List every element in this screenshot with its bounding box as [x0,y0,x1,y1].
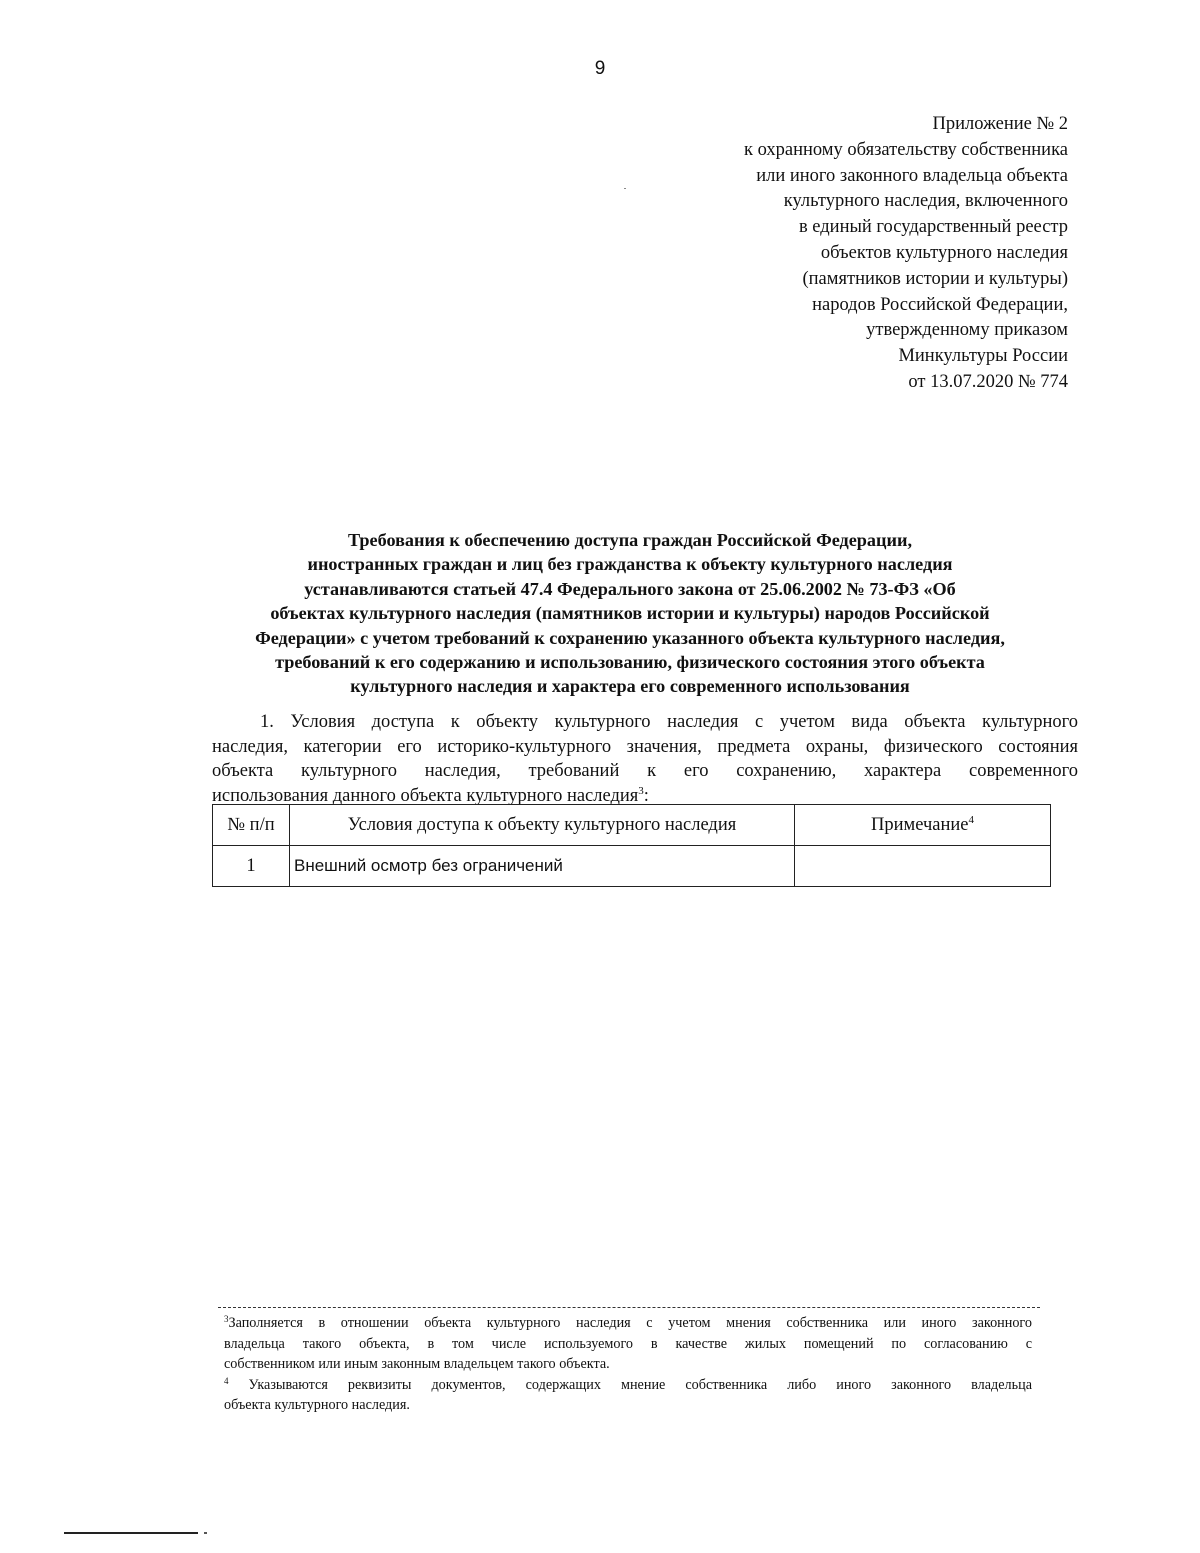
appendix-line: культурного наследия, включенного [783,191,1068,212]
appendix-line: Приложение № 2 [932,114,1068,134]
footnote-text: Указываются реквизиты документов, содержащих мнение собственника либо иного законного владельца [248,1376,1032,1393]
footnote-ref-3: 3 [638,784,644,797]
header-conditions: Условия доступа к объекту культурного наследия [290,805,795,846]
page-number: 9 [594,58,606,79]
table-row [213,846,1051,887]
footnotes [224,1313,1032,1416]
heading-line: Федерации» с учетом требований к сохранению указанного объекта культурного наследия, [255,627,1005,648]
heading-line: объектах культурного наследия (памятников истории и культуры) народов Российской [270,603,990,624]
appendix-line: (памятников истории и культуры) [802,268,1068,289]
appendix-header [648,112,1068,396]
scan-speck [624,188,626,189]
appendix-line: к охранному обязательству собственника [743,139,1068,160]
heading-line: культурного наследия и характера его современного использования [350,676,910,697]
bottom-edge-mark [64,1532,198,1534]
appendix-line: утвержденному приказом [866,320,1068,341]
header-number: № п/п [213,805,290,846]
footnote-4-line [224,1375,1032,1396]
heading-line: требований к его содержанию и использованию, физического состояния этого объекта [275,652,985,673]
paragraph-line: наследия, категории его историко-культурного значения, предмета охраны, физического состояния [212,736,1078,757]
conditions-paragraph [212,710,1078,808]
footnote-ref-4: 4 [968,813,974,826]
footnote-4-line: объекта культурного наследия. [224,1397,410,1413]
access-conditions-table [212,804,1051,887]
appendix-line: объектов культурного наследия [820,242,1068,263]
cell-note [795,846,1051,887]
footnote-divider [218,1307,1040,1308]
cell-conditions: Внешний осмотр без ограничений [290,846,795,887]
heading-line: иностранных граждан и лиц без гражданства к объекту культурного наследия [307,554,953,575]
appendix-line: народов Российской Федерации, [812,294,1068,315]
paragraph-colon: : [643,785,649,806]
footnote-3-line: собственником или иным законным владельцем такого объекта. [224,1356,610,1372]
appendix-line: Минкультуры России [898,346,1068,367]
appendix-line: или иного законного владельца объекта [756,165,1068,186]
footnote-3-line [224,1313,1032,1334]
header-note-label: Примечание [871,814,969,835]
paragraph-line: объекта культурного наследия, требований к его сохранению, характера современного [212,761,1078,781]
bottom-edge-dot [204,1532,207,1534]
footnote-marker: 4 [224,1375,229,1386]
heading-line: устанавливаются статьей 47.4 Федерального закона от 25.06.2002 № 73-ФЗ «Об [304,578,956,599]
footnote-text: Заполняется в отношении объекта культурного наследия с учетом мнения собственника или иного законного [228,1315,1032,1331]
heading-line: Требования к обеспечению доступа граждан Российской Федерации, [347,530,912,550]
cell-number: 1 [213,846,290,887]
header-note [795,805,1051,846]
document-heading [190,528,1070,699]
footnote-marker: 3 [224,1314,229,1324]
table-header-row [213,805,1051,846]
footnote-3-line: владельца такого объекта, в том числе используемого в качестве жилых помещений по согласованию с [224,1335,1032,1352]
appendix-line: в единый государственный реестр [798,217,1068,238]
paragraph-line-text: использования данного объекта культурного наследия [212,785,639,806]
paragraph-line: 1. Условия доступа к объекту культурного наследия с учетом вида объекта культурного [260,712,1078,732]
appendix-line: от 13.07.2020 № 774 [908,371,1068,392]
